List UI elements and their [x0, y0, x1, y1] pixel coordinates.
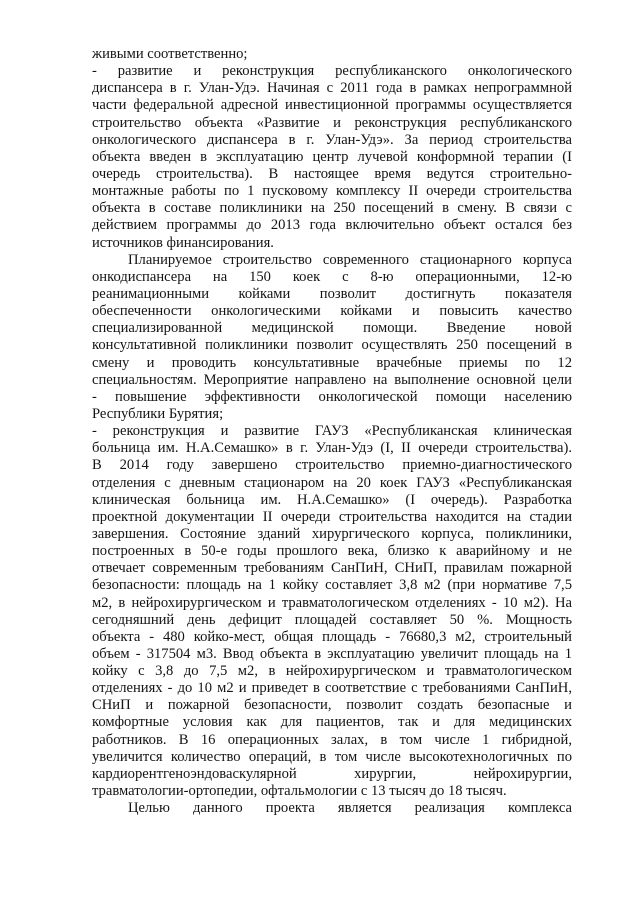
text-line: онкологического диспансера в г. Улан-Удэ». За период строительства [92, 131, 572, 148]
text-line: сегодняшний день дефицит площадей составляет 50 %. Мощность [92, 611, 572, 628]
text-line: обеспеченности онкологическими койками и повысить качество [92, 303, 572, 320]
text-line: - повышение эффективности онкологической помощи населению [92, 388, 572, 405]
text-line: объем - 317504 м3. Ввод объекта в эксплуатацию увеличит площадь на 1 [92, 645, 572, 662]
text-line: смену и проводить консультативные врачебные приемы по 12 [92, 354, 572, 371]
text-line: увеличится количество операций, в том числе высокотехнологичных по [92, 748, 572, 765]
text-line: живыми соответственно; [92, 46, 248, 62]
text-line: специализированной медицинской помощи. Введение новой [92, 320, 572, 337]
text-line: реанимационными койками позволит достигнуть показателя [92, 285, 572, 302]
text-line: проектной документации II очереди строительства находится на стадии [92, 508, 572, 525]
text-line: диспансера в г. Улан-Удэ. Начиная с 2011 года в рамках непрограммной [92, 80, 572, 97]
text-line: завершения. Состояние зданий хирургического корпуса, поликлиники, [92, 525, 572, 542]
text-line: отвечает современным требованиям СанПиН, СНиП, правилам пожарной [92, 560, 572, 577]
text-line: объекта в составе поликлиники на 250 посещений в смену. В связи с [92, 200, 572, 217]
text-line: В 2014 году завершено строительство приемно-диагностического [92, 457, 572, 474]
text-line: очередь строительства). В настоящее время ведутся строительно- [92, 165, 572, 182]
text-line: отделениях - до 10 м2 и приведет в соответствие с требованиями СанПиН, [92, 680, 572, 697]
text-line: отделения с дневным стационаром на 20 коек ГАУЗ «Республиканская [92, 474, 572, 491]
text-line: - реконструкция и развитие ГАУЗ «Республиканская клиническая [92, 423, 572, 440]
text-line: безопасности: площадь на 1 койку составляет 3,8 м2 (при нормативе 7,5 [92, 577, 572, 594]
text-line: травматологии-ортопедии, офтальмологии с 13 тысяч до 18 тысяч. [92, 783, 507, 800]
text-line: онкодиспансера на 150 коек с 8-ю операционными, 12-ю [92, 268, 572, 285]
text-line: объекта - 480 койко-мест, общая площадь - 76680,3 м2, строительный [92, 628, 572, 645]
text-line: больница им. Н.А.Семашко» в г. Улан-Удэ (I, II очереди строительства). [92, 440, 572, 457]
text-line: Целью данного проекта является реализация комплекса [128, 800, 572, 817]
text-line: комфортные условия как для пациентов, так и для медицинских [92, 714, 572, 731]
text-line: Республики Бурятия; [92, 405, 224, 422]
text-line: части федеральной адресной инвестиционной программы осуществляется [92, 97, 572, 114]
text-line: клиническая больница им. Н.А.Семашко» (I очередь). Разработка [92, 491, 572, 508]
text-line: действием программы до 2013 года включительно объект остался без [92, 217, 572, 234]
text-line: строительство объекта «Развитие и реконструкция республиканского [92, 114, 572, 131]
text-line: работников. В 16 операционных залах, в том числе 1 гибридной, [92, 731, 572, 748]
text-line: консультативной поликлиники позволит осуществлять 250 посещений в [92, 337, 572, 354]
text-line: источников финансирования. [92, 234, 274, 251]
text-line: - развитие и реконструкция республиканского онкологического [92, 63, 572, 80]
document-page [92, 46, 572, 817]
text-line: построенных в 50-е годы прошлого века, близко к аварийному и не [92, 543, 572, 560]
text-line: монтажные работы по 1 пусковому комплексу II очереди строительства [92, 183, 572, 200]
text-line: койку с 3,8 до 7,5 м2, в нейрохирургическом и травматологическом [92, 663, 572, 680]
text-line: СНиП и пожарной безопасности, позволит создать безопасные и [92, 697, 572, 714]
text-line: кардиорентгеноэндоваскулярной хирургии, нейрохирургии, [92, 765, 572, 782]
text-line: м2, в нейрохирургическом и травматологическом отделениях - 10 м2). На [92, 594, 572, 611]
text-line: Планируемое строительство современного стационарного корпуса [128, 251, 572, 268]
text-line: объекта введен в эксплуатацию центр лучевой конформной терапии (I [92, 148, 572, 165]
text-line: специальностям. Мероприятие направлено на выполнение основной цели [92, 371, 572, 388]
